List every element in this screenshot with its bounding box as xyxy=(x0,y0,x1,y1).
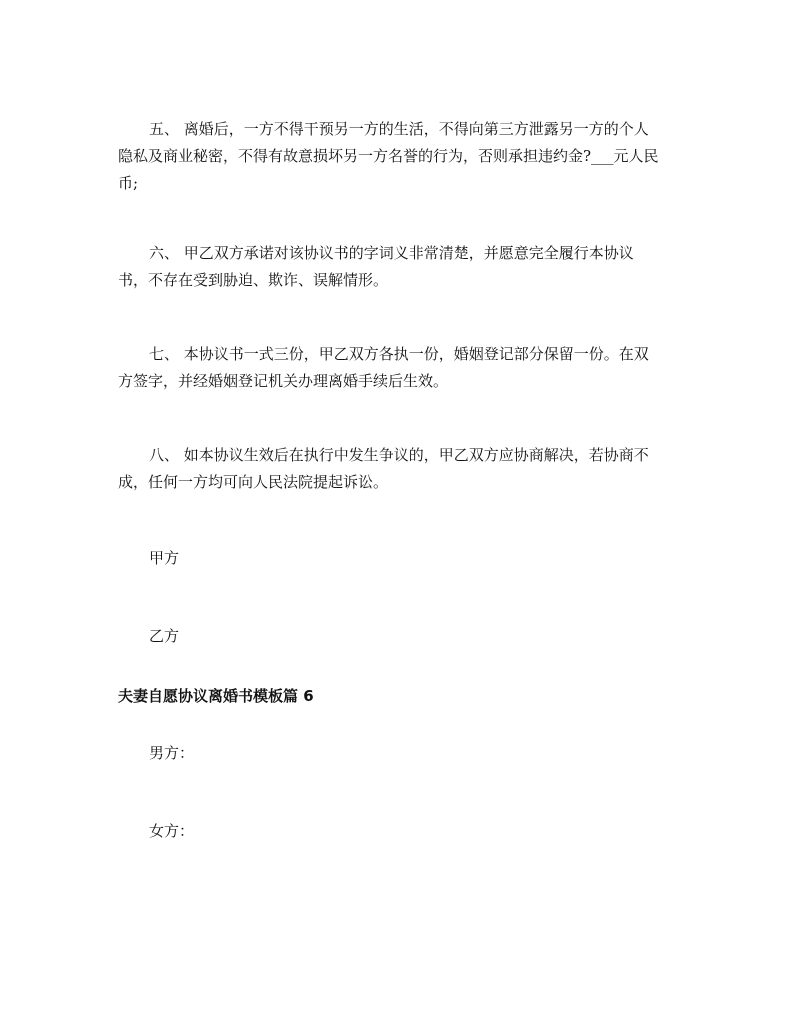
clause-5-line-3: 币; xyxy=(118,174,139,192)
clause-8-line-1: 八、 如本协议生效后在执行中发生争议的，甲乙双方应协商解决，若协商不 xyxy=(149,446,649,464)
clause-6-paragraph xyxy=(118,240,688,294)
party-b-label: 乙方 xyxy=(149,627,180,645)
clause-8-paragraph xyxy=(118,442,688,496)
clause-7-paragraph xyxy=(118,341,688,395)
clause-5-paragraph xyxy=(118,116,688,197)
section-heading: 夫妻自愿协议离婚书模板篇 6 xyxy=(118,687,314,705)
clause-8-line-2: 成，任何一方均可向人民法院提起诉讼。 xyxy=(118,473,389,491)
clause-5-line-2: 隐私及商业秘密，不得有故意损坏另一方名誉的行为，否则承担违约金?___元人民 xyxy=(118,147,659,165)
party-a-label: 甲方 xyxy=(149,549,180,567)
female-party-label: 女方： xyxy=(149,822,195,840)
clause-7-line-1: 七、 本协议书一式三份，甲乙双方各执一份，婚姻登记部分保留一份。在双 xyxy=(149,345,649,363)
clause-5-line-1: 五、 离婚后，一方不得干预另一方的生活，不得向第三方泄露另一方的个人 xyxy=(149,120,649,138)
male-party-label: 男方： xyxy=(149,744,195,762)
clause-6-line-1: 六、 甲乙双方承诺对该协议书的字词义非常清楚，并愿意完全履行本协议 xyxy=(149,244,634,262)
clause-7-line-2: 方签字，并经婚姻登记机关办理离婚手续后生效。 xyxy=(118,372,449,390)
clause-6-line-2: 书，不存在受到胁迫、欺诈、误解情形。 xyxy=(118,271,389,289)
